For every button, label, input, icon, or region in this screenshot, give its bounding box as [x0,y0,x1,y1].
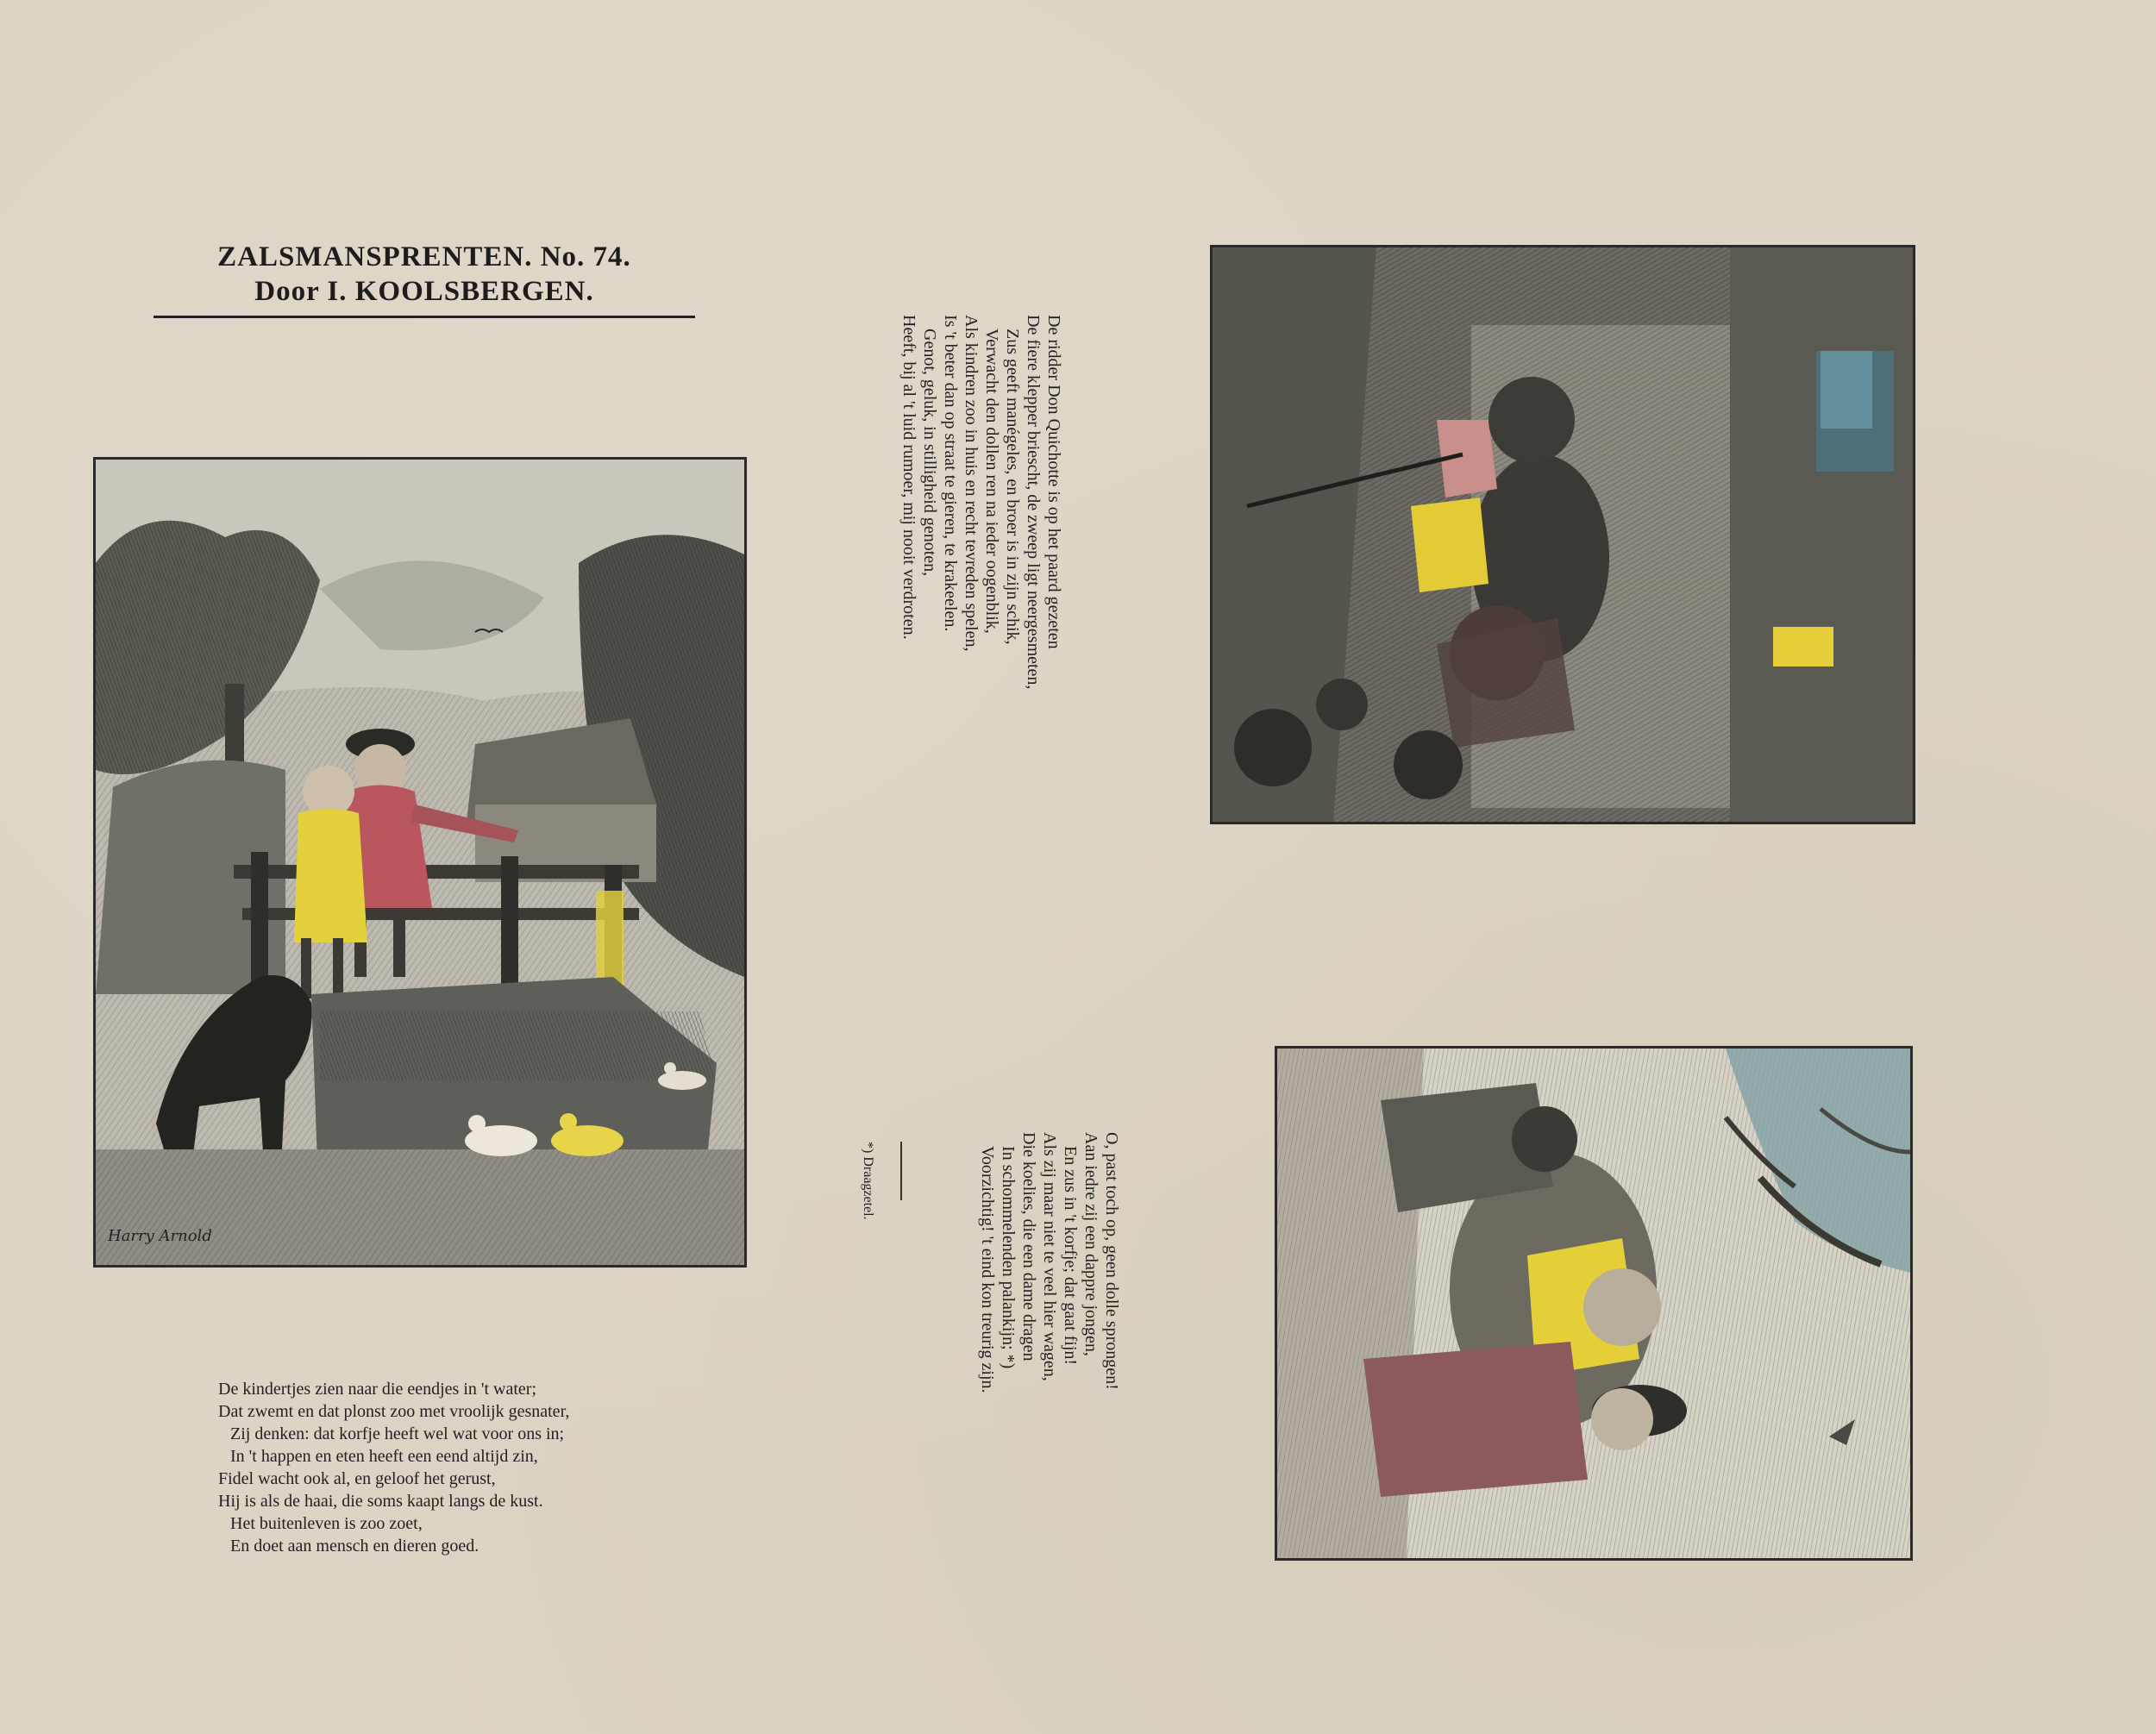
verse-line: Als kindren zoo in huis en recht tevreden spelen, [962,315,981,652]
verse-line: Verwacht den dollen ren na ieder oogenblik, [982,329,1001,634]
verse-line: Zus geeft manégeles, en broer is in zijn schik, [1003,329,1022,645]
verse-line: En zus in 't korfje; dat gaat fijn! [1061,1146,1080,1366]
verse-line: In 't happen en eten heeft een eend altijd zin, [230,1447,538,1466]
title-rule [154,316,695,318]
verse-left [218,1378,701,1557]
verse-line: In schommelenden palankijn; *) [999,1146,1018,1369]
footnote-text: *) Draagzetel. [861,1142,875,1220]
author-line: Door I. KOOLSBERGEN. [254,276,594,307]
verse-line: De kindertjes zien naar die eendjes in 't water; [218,1380,537,1399]
verse-line: Dat zwemt en dat plonst zoo met vroolijk gesnater, [218,1402,570,1421]
verse-line: Als zij maar niet te veel hier wagen, [1040,1132,1059,1381]
verse-line: De fiere klepper briescht, de zweep ligt neergesmeten, [1024,315,1043,690]
verse-line: Is 't beter dan op straat te gieren, te krakeelen. [941,315,960,632]
artist-signature: Harry Arnold [108,1227,212,1245]
verse-line: Genot, geluk, in stilligheid genoten, [920,329,939,577]
verse-line: Het buitenleven is zoo zoet, [230,1514,423,1533]
illustration-don-quichotte-play [1210,245,1915,824]
illustration-children-ducks [93,457,747,1268]
verse-line: Zij denken: dat korfje heeft wel wat voor ons in; [230,1424,565,1443]
verse-line: Voorzichtig! 't eind kon treurig zijn. [978,1146,997,1393]
title-block [154,240,695,318]
verse-line: Heeft, bij al 't luid rumoer, mij nooit verdroten. [899,315,918,640]
illustration-basket-carry [1275,1046,1913,1561]
footnote [857,1142,902,1220]
verse-line: Fidel wacht ook al, en geloof het gerust, [218,1469,496,1488]
verse-line: En doet aan mensch en dieren goed. [230,1537,479,1556]
verse-bottom-right [977,1132,1122,1393]
verse-line: Aan iedre zij een dappre jongen, [1081,1132,1100,1356]
footnote-rule [900,1142,902,1200]
verse-top-right [899,315,1064,689]
verse-line: Hij is als de haai, die soms kaapt langs de kust. [218,1492,543,1511]
series-title: ZALSMANSPRENTEN. No. 74. [217,241,631,272]
verse-line: O, past toch op, geen dolle sprongen! [1102,1132,1121,1390]
verse-line: De ridder Don Quichotte is op het paard gezeten [1044,315,1063,649]
verse-line: Die koelies, die een dame dragen [1019,1132,1038,1362]
